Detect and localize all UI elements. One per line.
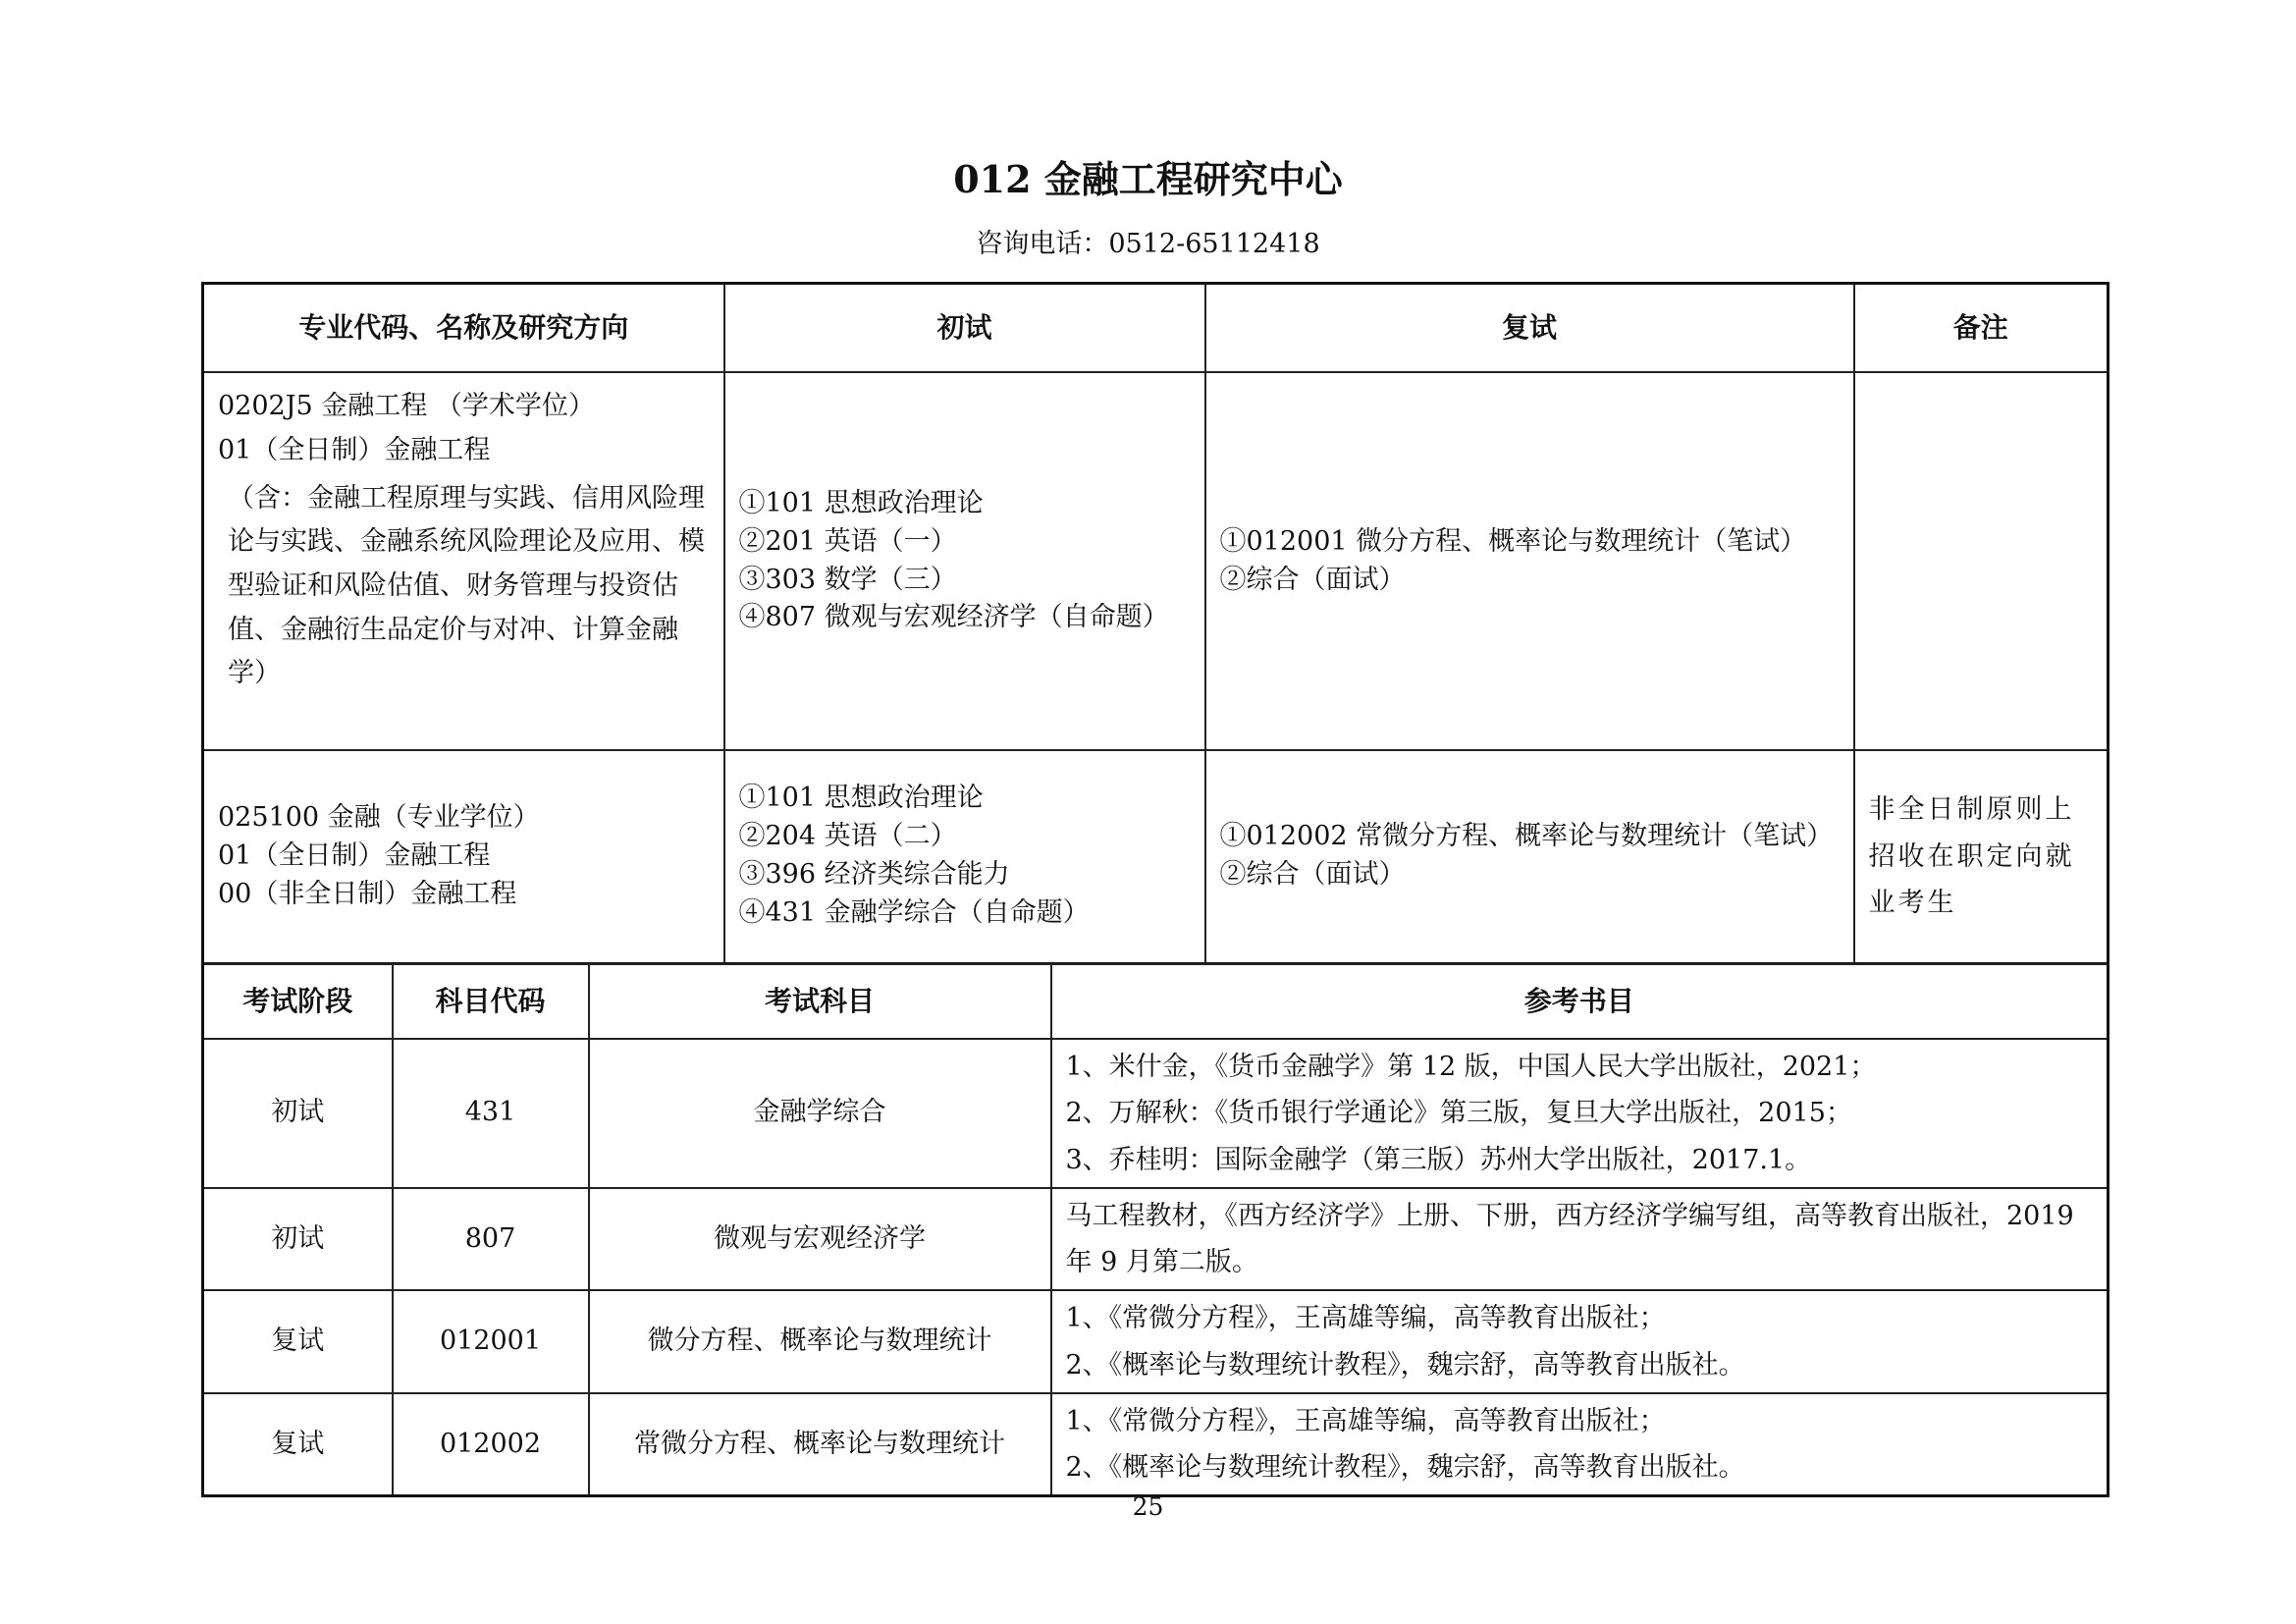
retest-cell [1205, 750, 1854, 963]
book-entry: 1、米什金，《货币金融学》第 12 版，中国人民大学出版社，2021； [1065, 1052, 1877, 1082]
program-table-header [203, 284, 2109, 373]
reference-books-table [201, 963, 2109, 1497]
book-entry: 1、《常微分方程》，王高雄等编，高等教育出版社； [1065, 1405, 1666, 1436]
retest-subject: ①012001 微分方程、概率论与数理统计（笔试） [1219, 525, 1807, 557]
exam-subject: 金融学综合 [589, 1039, 1051, 1188]
book-entry: 3、乔桂明：国际金融学（第三版）苏州大学出版社，2017.1。 [1065, 1144, 1812, 1175]
book-entry: 2、《概率论与数理统计教程》，魏宗舒，高等教育出版社。 [1065, 1349, 1745, 1380]
subject-code: 012001 [393, 1290, 589, 1393]
header-exam-subject: 考试科目 [589, 964, 1051, 1039]
header-major: 专业代码、名称及研究方向 [203, 284, 724, 373]
research-direction-description: （含：金融工程原理与实践、信用风险理论与实践、金融系统风险理论及应用、模型验证和风险估值、财务管理与投资估值、金融衍生品定价与对冲、计算金融学） [228, 482, 705, 689]
exam-subject: 常微分方程、概率论与数理统计 [589, 1393, 1051, 1496]
table-row [203, 1188, 2109, 1291]
table-row [203, 372, 2109, 750]
remark-cell: 非全日制原则上招收在职定向就业考生 [1854, 750, 2109, 963]
exam-subject: ①101 思想政治理论 [738, 487, 984, 518]
header-retest: 复试 [1205, 284, 1854, 373]
header-subject-code: 科目代码 [393, 964, 589, 1039]
consultation-phone: 咨询电话：0512-65112418 [976, 229, 1320, 259]
page-number: 25 [1132, 1492, 1164, 1521]
retest-cell [1205, 372, 1854, 750]
exam-subject: ③303 数学（三） [738, 564, 957, 595]
exam-stage: 初试 [203, 1188, 393, 1291]
major-cell [203, 750, 724, 963]
major-line: 01（全日制）金融工程 [218, 839, 491, 871]
subject-code: 807 [393, 1188, 589, 1291]
table-row [203, 1039, 2109, 1188]
major-line: 00（非全日制）金融工程 [218, 878, 517, 909]
exam-subject: ④807 微观与宏观经济学（自命题） [738, 602, 1169, 633]
major-line: 0202J5 金融工程 （学术学位） [218, 391, 595, 421]
retest-subject: ②综合（面试） [1219, 859, 1406, 891]
header-exam-stage: 考试阶段 [203, 964, 393, 1039]
initial-exam-cell [724, 750, 1205, 963]
major-line: 01（全日制）金融工程 [218, 434, 491, 465]
exam-subject: ②204 英语（二） [738, 821, 957, 852]
program-table [201, 282, 2109, 965]
retest-subject: ②综合（面试） [1219, 564, 1406, 595]
exam-stage: 初试 [203, 1039, 393, 1188]
book-entry: 马工程教材，《西方经济学》上册、下册，西方经济学编写组，高等教育出版社，2019 年 9 月第二版。 [1065, 1200, 2074, 1277]
subject-code: 012002 [393, 1393, 589, 1496]
remark-cell [1854, 372, 2109, 750]
exam-subject: 微观与宏观经济学 [589, 1188, 1051, 1291]
exam-subject: ①101 思想政治理论 [738, 783, 984, 814]
major-cell [203, 372, 724, 750]
reference-books [1051, 1290, 2109, 1393]
table-row [203, 1290, 2109, 1393]
exam-subject: 微分方程、概率论与数理统计 [589, 1290, 1051, 1393]
table-row [203, 750, 2109, 963]
reference-books [1051, 1393, 2109, 1496]
exam-subject: ④431 金融学综合（自命题） [738, 897, 1090, 929]
exam-stage: 复试 [203, 1393, 393, 1496]
header-remark: 备注 [1854, 284, 2109, 373]
header-reference-books: 参考书目 [1051, 964, 2109, 1039]
book-entry: 2、《概率论与数理统计教程》，魏宗舒，高等教育出版社。 [1065, 1452, 1745, 1483]
table-row [203, 1393, 2109, 1496]
header-initial-exam: 初试 [724, 284, 1205, 373]
book-entry: 2、万解秋：《货币银行学通论》第三版，复旦大学出版社，2015； [1065, 1098, 1852, 1129]
subject-code: 431 [393, 1039, 589, 1188]
books-table-header [203, 964, 2109, 1039]
major-line: 025100 金融（专业学位） [218, 801, 540, 833]
exam-subject: ③396 经济类综合能力 [738, 859, 1010, 891]
retest-subject: ①012002 常微分方程、概率论与数理统计（笔试） [1219, 821, 1834, 852]
reference-books [1051, 1188, 2109, 1291]
book-entry: 1、《常微分方程》，王高雄等编，高等教育出版社； [1065, 1303, 1666, 1334]
exam-stage: 复试 [203, 1290, 393, 1393]
reference-books [1051, 1039, 2109, 1188]
initial-exam-cell [724, 372, 1205, 750]
exam-subject: ②201 英语（一） [738, 525, 957, 557]
page-title: 012 金融工程研究中心 [953, 157, 1343, 201]
